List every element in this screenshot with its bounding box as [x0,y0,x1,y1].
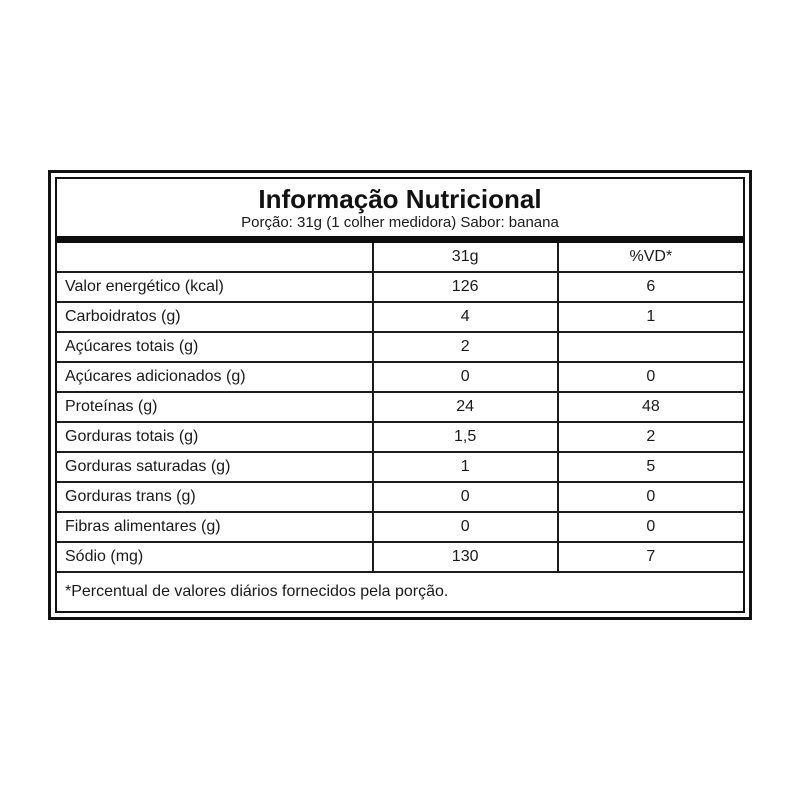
nutrition-label-header [57,179,743,236]
nutrient-label: Fibras alimentares (g) [57,512,373,542]
table-row [57,452,743,482]
dv-value: 6 [558,272,743,302]
dv-value: 1 [558,302,743,332]
amount-value: 0 [373,482,558,512]
column-header-dv: %VD* [558,243,743,272]
nutrition-label-title: Informação Nutricional [258,184,542,214]
nutrient-label: Sódio (mg) [57,542,373,571]
serving-size-text: Porção: 31g (1 colher medidora) Sabor: banana [241,214,559,231]
dv-value: 5 [558,452,743,482]
nutrient-label: Carboidratos (g) [57,302,373,332]
column-header-empty [57,243,373,272]
table-row [57,332,743,362]
amount-value: 130 [373,542,558,571]
dv-value: 0 [558,482,743,512]
nutrient-label: Valor energético (kcal) [57,272,373,302]
column-header-amount: 31g [373,243,558,272]
amount-value: 2 [373,332,558,362]
dv-value: 48 [558,392,743,422]
amount-value: 1 [373,452,558,482]
nutrient-label: Proteínas (g) [57,392,373,422]
amount-value: 1,5 [373,422,558,452]
table-row [57,272,743,302]
amount-value: 0 [373,362,558,392]
nutrient-label: Açúcares adicionados (g) [57,362,373,392]
dv-value: 7 [558,542,743,571]
dv-value: 0 [558,362,743,392]
table-header-row [57,243,743,272]
dv-value [558,332,743,362]
amount-value: 0 [373,512,558,542]
dv-value: 2 [558,422,743,452]
amount-value: 126 [373,272,558,302]
table-row [57,392,743,422]
table-row [57,542,743,571]
amount-value: 4 [373,302,558,332]
nutrient-label: Gorduras saturadas (g) [57,452,373,482]
header-separator-bar [57,236,743,243]
dv-value: 0 [558,512,743,542]
nutrient-label: Gorduras trans (g) [57,482,373,512]
nutrition-label-inner-frame [55,177,745,613]
nutrition-table [57,243,743,571]
amount-value: 24 [373,392,558,422]
table-row [57,362,743,392]
nutrient-label: Gorduras totais (g) [57,422,373,452]
table-row [57,512,743,542]
table-row [57,302,743,332]
table-row [57,482,743,512]
table-row [57,422,743,452]
nutrition-label-outer-frame [48,170,752,620]
nutrient-label: Açúcares totais (g) [57,332,373,362]
daily-value-footnote: *Percentual de valores diários fornecidos pela porção. [57,571,743,611]
